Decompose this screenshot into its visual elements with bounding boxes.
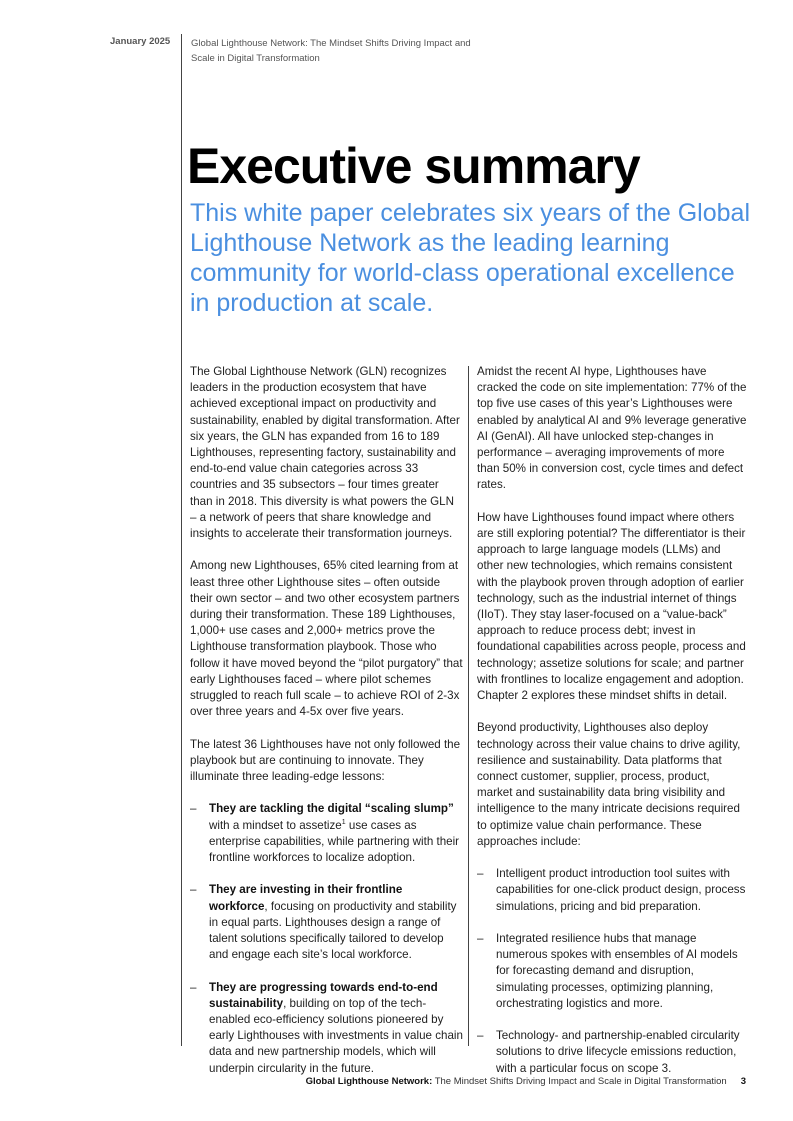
list-item-text: Technology- and partnership-enabled circularity solutions to drive lifecycle emissions reduction, with a particular focus on scope 3. bbox=[496, 1029, 740, 1075]
list-item-text: Intelligent product introduction tool suites with capabilities for one-click product design, process simulations, pricing and bid preparation. bbox=[496, 867, 746, 913]
dash-icon: – bbox=[477, 932, 484, 946]
lessons-list bbox=[190, 801, 463, 1076]
dash-icon: – bbox=[477, 1029, 484, 1043]
right-paragraph-3: Beyond productivity, Lighthouses also deploy technology across their value chains to drive agility, resilience and sustainability. Data platforms that connect customer, supplier, process, product, market and sustainability data bring visibility and intelligence to the many intricate decisions required to optimize value chain performance. These approaches include: bbox=[477, 721, 741, 848]
page-footer bbox=[230, 1076, 746, 1087]
list-item bbox=[190, 882, 463, 963]
list-item-bold: They are investing in their frontline workforce bbox=[209, 883, 403, 913]
footer-title: The Mindset Shifts Driving Impact and Scale in Digital Transformation bbox=[432, 1076, 727, 1087]
list-item-text: , focusing on productivity and stability in equal parts. Lighthouses design a range of talent solutions specifically tailored to develop and engage each site’s local workforce. bbox=[209, 899, 457, 962]
list-item-bold: They are progressing towards end-to-end sustainability bbox=[209, 980, 438, 1010]
column-divider bbox=[468, 366, 469, 1046]
dash-icon: – bbox=[190, 802, 197, 816]
list-item-text: use cases as enterprise capabilities, while partnering with their frontline workforces to localize adoption. bbox=[209, 818, 460, 865]
page-title: Executive summary bbox=[187, 138, 640, 194]
list-item bbox=[477, 1028, 747, 1077]
list-item-text: with a mindset to assetize bbox=[209, 818, 342, 832]
list-item bbox=[190, 801, 463, 866]
left-paragraph-3: The latest 36 Lighthouses have not only followed the playbook but are continuing to innovate. They illuminate three leading-edge lessons: bbox=[190, 737, 461, 784]
list-item bbox=[190, 980, 463, 1077]
left-paragraph-1: The Global Lighthouse Network (GLN) recognizes leaders in the production ecosystem that have achieved exceptional impact on productivity and sustainability, enabled by digital transformation. After six years, the GLN has expanded from 16 to 189 Lighthouses, representing factory, sustainability and end-to-end value chain categories across 33 countries and 35 subsectors – four times greater than in 2018. This diversity is what powers the GLN – a network of peers that share knowledge and insights to accelerate their transformation journeys. bbox=[190, 365, 460, 541]
approaches-list bbox=[477, 866, 747, 1077]
list-item-bold: They are tackling the digital “scaling slump” bbox=[209, 802, 454, 816]
list-item-text: , building on top of the tech-enabled eco-efficiency solutions pioneered by early Lighthouses with investments in value chain data and new partnership models, which will underpin circularity in the future. bbox=[209, 996, 463, 1075]
footnote-ref[interactable]: 1 bbox=[341, 818, 346, 826]
list-item-text: Integrated resilience hubs that manage numerous spokes with ensembles of AI models for forecasting demand and disruption, simulating processes, optimizing planning, orchestrating logistics and more. bbox=[496, 932, 738, 1010]
footer-title-bold: Global Lighthouse Network: bbox=[305, 1076, 433, 1087]
header-title: Global Lighthouse Network: The Mindset Shifts Driving Impact and Scale in Digital Transformation bbox=[191, 38, 471, 64]
dash-icon: – bbox=[190, 980, 197, 994]
list-item bbox=[477, 866, 747, 915]
right-column bbox=[477, 364, 747, 1093]
list-item bbox=[477, 931, 747, 1012]
dash-icon: – bbox=[190, 883, 197, 897]
header-date: January 2025 bbox=[110, 36, 171, 47]
left-column bbox=[190, 364, 463, 1093]
left-paragraph-2: Among new Lighthouses, 65% cited learning from at least three other Lighthouse sites – often outside their own sector – and two other ecosystem partners during their transformation. These 189 Lighthouses, 1,000+ use cases and 2,000+ metrics prove the Lighthouse transformation playbook. Those who follow it have moved beyond the “pilot purgatory” that early Lighthouses faced – where pilot schemes struggled to reach full scale – to achieve ROI of 2-3x over three years and 4-5x over five years. bbox=[190, 559, 463, 719]
dash-icon: – bbox=[477, 867, 484, 881]
page-number: 3 bbox=[740, 1076, 746, 1087]
lead-paragraph: This white paper celebrates six years of the Global Lighthouse Network as the leading learning community for world-class operational excellence in production at scale. bbox=[190, 199, 750, 317]
vertical-divider bbox=[181, 34, 182, 1046]
right-paragraph-2: How have Lighthouses found impact where others are still exploring potential? The differentiator is their approach to large language models (LLMs) and other new technologies, which remains consistent with the playbook proven through adoption of earlier technology, such as the industrial internet of things (IIoT). They stay laser-focused on a “value-back” approach to reduce process debt; invest in foundational capabilities across people, process and technology; assetize solutions for scale; and partner with frontlines to localize engagement and adoption. Chapter 2 explores these mindset shifts in detail. bbox=[477, 510, 746, 703]
right-paragraph-1: Amidst the recent AI hype, Lighthouses have cracked the code on site implementation: 77% of the top five use cases of this year’s Lighthouses were enabled by analytical AI and 9% leverage generative AI (GenAI). All have unlocked step-changes in performance – averaging improvements of more than 50% in conversion cost, cycle times and defect rates. bbox=[477, 365, 747, 492]
